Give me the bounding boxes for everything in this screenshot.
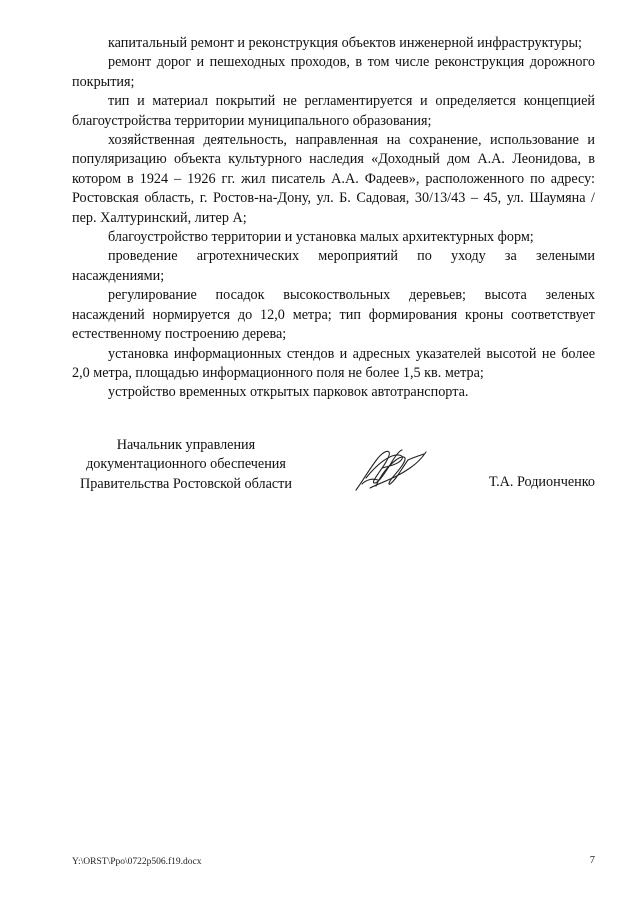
document-body: [72, 34, 595, 403]
signatory-title-line: Правительства Ростовской области: [80, 475, 292, 492]
paragraph: тип и материал покрытий не регламентируется и определяется концепцией благоустройства территории муниципального образования;: [72, 93, 595, 129]
signatory-title-line: Начальник управления: [116, 437, 256, 453]
paragraph: благоустройство территории и установка малых архитектурных форм;: [108, 229, 534, 246]
paragraph: регулирование посадок высокоствольных деревьев; высота зеленых насаждений нормируется до 12,0 метра; тип формирования кроны соответствует естественному построению дерева;: [72, 287, 595, 343]
paragraph: хозяйственная деятельность, направленная на сохранение, использование и популяризацию объекта культурного наследия «Доходный дом А.А. Леонидова, в котором в 1924 – 1926 гг. жил писатель А.А. Фадеев», расположенного по адресу: Ростовская область, г. Ростов-на-Дону, ул. Б. Садовая, 30/13/43 – 45, ул. Шаумяна / пер. Халтуринский, литер А;: [72, 132, 595, 226]
paragraph: капитальный ремонт и реконструкция объектов инженерной инфраструктуры;: [108, 35, 582, 51]
paragraph: устройство временных открытых парковок автотранспорта.: [108, 384, 469, 401]
signature-block: [0, 436, 640, 506]
signatory-title: [72, 436, 300, 494]
signatory-name: Т.А. Родионченко: [488, 474, 595, 490]
footer-file-path: Y:\ORST\Ppo\0722p506.f19.docx: [72, 857, 202, 867]
handwritten-signature: [352, 438, 432, 498]
signatory-title-line: документационного обеспечения: [86, 456, 286, 473]
paragraph: установка информационных стендов и адресных указателей высотой не более 2,0 метра, площадью информационного поля не более 1,5 кв. метра;: [72, 345, 595, 381]
paragraph: ремонт дорог и пешеходных проходов, в том числе реконструкция дорожного покрытия;: [72, 54, 595, 90]
paragraph: проведение агротехнических мероприятий по уходу за зелеными насаждениями;: [72, 248, 595, 284]
page-number: 7: [589, 855, 595, 866]
